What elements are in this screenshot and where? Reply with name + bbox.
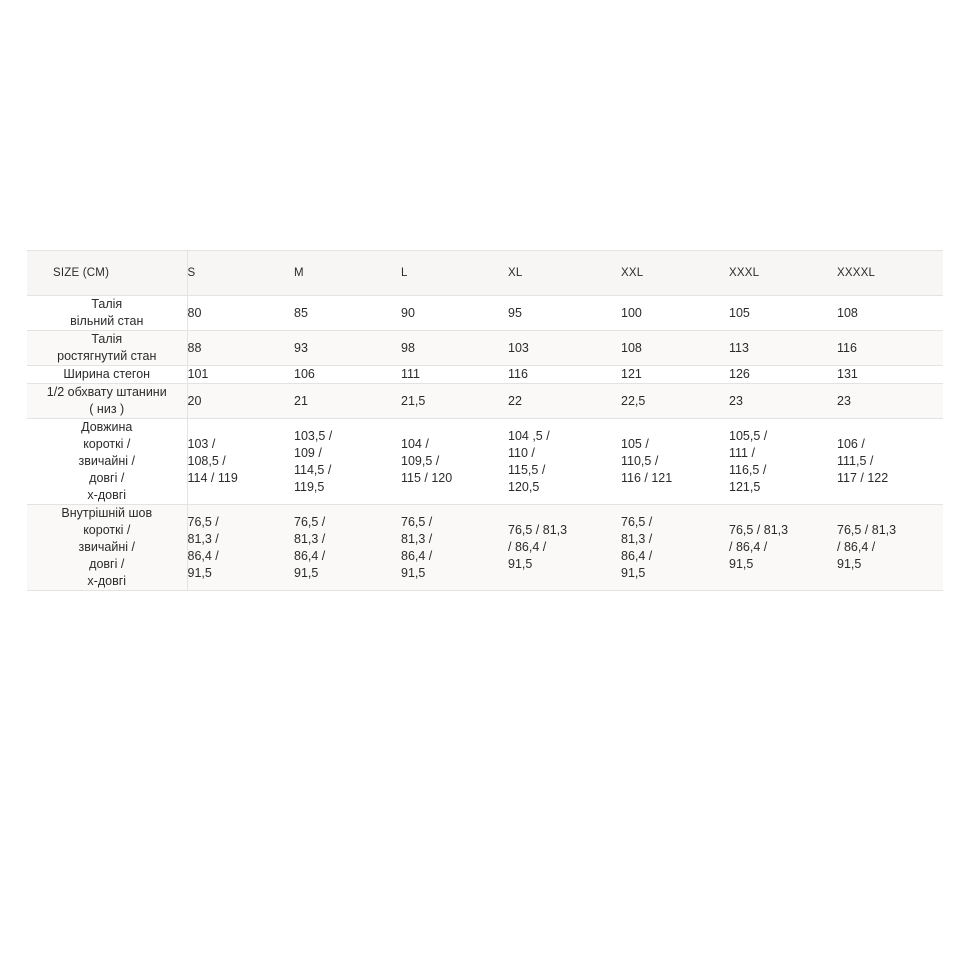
table-cell: 106 [294, 366, 401, 384]
table-cell: 76,5 / 81,3 / 86,4 / 91,5 [729, 505, 837, 591]
table-cell: 76,5 / 81,3 / 86,4 / 91,5 [294, 505, 401, 591]
table-cell: 85 [294, 296, 401, 331]
table-cell: 23 [837, 384, 943, 419]
header-cell-s: S [187, 251, 294, 296]
table-cell: 108 [621, 331, 729, 366]
table-cell: 22 [508, 384, 621, 419]
row-label: Талія ростягнутий стан [27, 331, 187, 366]
header-cell-m: M [294, 251, 401, 296]
table-cell: 90 [401, 296, 508, 331]
table-cell: 105 [729, 296, 837, 331]
table-cell: 98 [401, 331, 508, 366]
table-cell: 23 [729, 384, 837, 419]
table-row [27, 384, 943, 419]
table-cell: 116 [837, 331, 943, 366]
table-cell: 121 [621, 366, 729, 384]
header-cell-l: L [401, 251, 508, 296]
table-row [27, 419, 943, 505]
table-cell: 103 / 108,5 / 114 / 119 [187, 419, 294, 505]
table-cell: 80 [187, 296, 294, 331]
table-header [27, 251, 943, 296]
header-cell-xxxl: XXXL [729, 251, 837, 296]
table-row [27, 366, 943, 384]
table-cell: 76,5 / 81,3 / 86,4 / 91,5 [837, 505, 943, 591]
table-cell: 76,5 / 81,3 / 86,4 / 91,5 [401, 505, 508, 591]
table-cell: 104 ,5 / 110 / 115,5 / 120,5 [508, 419, 621, 505]
table-cell: 105,5 / 111 / 116,5 / 121,5 [729, 419, 837, 505]
table-cell: 20 [187, 384, 294, 419]
table-cell: 101 [187, 366, 294, 384]
table-cell: 93 [294, 331, 401, 366]
header-row [27, 251, 943, 296]
table-cell: 22,5 [621, 384, 729, 419]
table-cell: 21 [294, 384, 401, 419]
table-cell: 103,5 / 109 / 114,5 / 119,5 [294, 419, 401, 505]
table-cell: 131 [837, 366, 943, 384]
table-cell: 113 [729, 331, 837, 366]
table-cell: 76,5 / 81,3 / 86,4 / 91,5 [187, 505, 294, 591]
table-cell: 105 / 110,5 / 116 / 121 [621, 419, 729, 505]
row-label: Ширина стегон [27, 366, 187, 384]
row-label: Талія вільний стан [27, 296, 187, 331]
size-chart [27, 250, 943, 591]
table-cell: 76,5 / 81,3 / 86,4 / 91,5 [508, 505, 621, 591]
table-cell: 108 [837, 296, 943, 331]
header-cell-xxxxl: XXXXL [837, 251, 943, 296]
row-label: Довжина короткі / звичайні / довгі / х-довгі [27, 419, 187, 505]
table-body [27, 296, 943, 591]
table-cell: 76,5 / 81,3 / 86,4 / 91,5 [621, 505, 729, 591]
table-row [27, 505, 943, 591]
row-label: Внутрішній шов короткі / звичайні / довгі / х-довгі [27, 505, 187, 591]
header-cell-xxl: XXL [621, 251, 729, 296]
size-table [27, 250, 943, 591]
header-cell-size: SIZE (CM) [27, 251, 187, 296]
table-cell: 111 [401, 366, 508, 384]
table-row [27, 296, 943, 331]
table-cell: 106 / 111,5 / 117 / 122 [837, 419, 943, 505]
table-cell: 100 [621, 296, 729, 331]
header-cell-xl: XL [508, 251, 621, 296]
table-cell: 95 [508, 296, 621, 331]
row-label: 1/2 обхвату штанини ( низ ) [27, 384, 187, 419]
table-cell: 88 [187, 331, 294, 366]
table-cell: 103 [508, 331, 621, 366]
table-cell: 104 / 109,5 / 115 / 120 [401, 419, 508, 505]
table-row [27, 331, 943, 366]
table-cell: 126 [729, 366, 837, 384]
table-cell: 21,5 [401, 384, 508, 419]
table-cell: 116 [508, 366, 621, 384]
